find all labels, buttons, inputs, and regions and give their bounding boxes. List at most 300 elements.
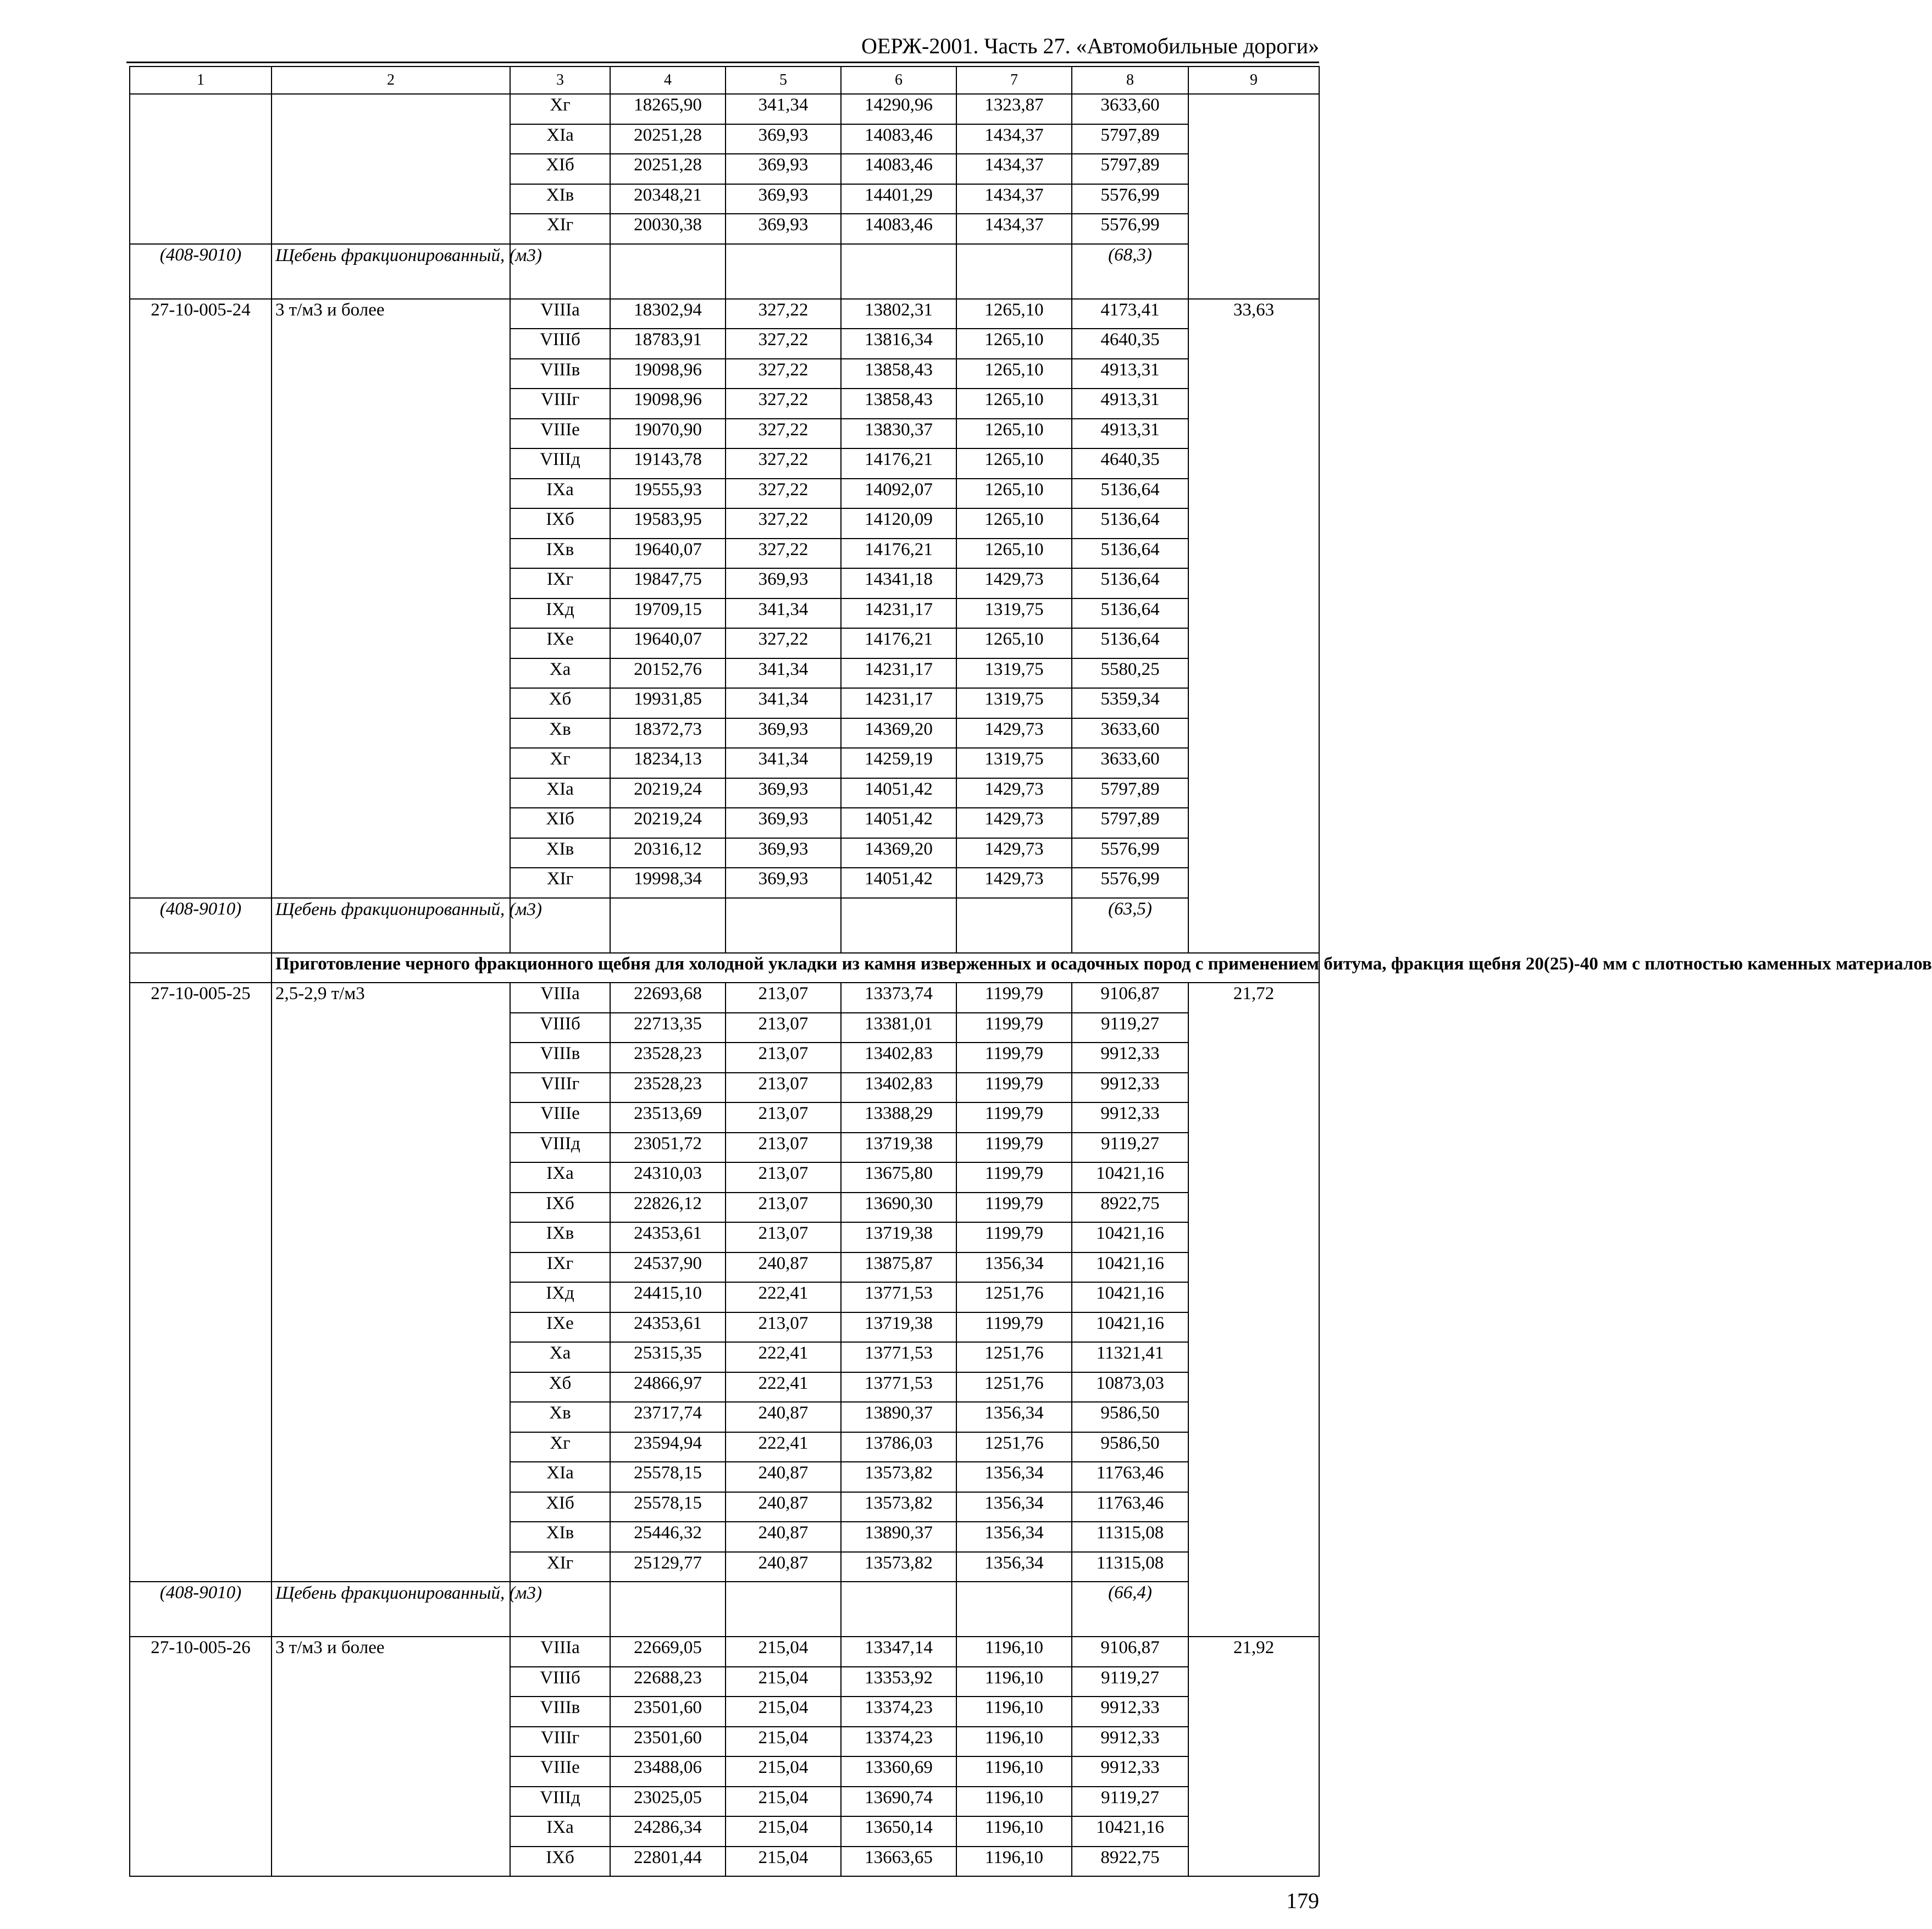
value-cell: 1196,10 xyxy=(956,1847,1072,1877)
value-cell: 5136,64 xyxy=(1072,479,1188,509)
value-cell: 1429,73 xyxy=(956,838,1072,868)
material-qty-cell xyxy=(1072,1582,1188,1637)
value-cell: 1265,10 xyxy=(956,508,1072,539)
value-cell: 9586,50 xyxy=(1072,1402,1188,1432)
value-cell: 1265,10 xyxy=(956,448,1072,479)
zone-cell: IXб xyxy=(510,508,610,539)
value-cell: 18265,90 xyxy=(610,94,726,124)
value-cell: 1196,10 xyxy=(956,1756,1072,1787)
value-cell: 1319,75 xyxy=(956,598,1072,629)
value-cell: 222,41 xyxy=(726,1372,841,1403)
value-cell: 327,22 xyxy=(726,628,841,658)
value-cell: 10421,16 xyxy=(1072,1816,1188,1847)
value-cell: 23488,06 xyxy=(610,1756,726,1787)
material-name: Щебень фракционированный, (м3) xyxy=(275,1583,542,1603)
value-cell: 1199,79 xyxy=(956,1222,1072,1252)
material-row xyxy=(130,1582,1319,1637)
value-cell: 13690,74 xyxy=(841,1787,956,1817)
value-cell: 215,04 xyxy=(726,1787,841,1817)
value-cell: 1429,73 xyxy=(956,808,1072,838)
value-cell: 1323,87 xyxy=(956,94,1072,124)
zone-cell: Xв xyxy=(510,718,610,749)
value-cell: 1265,10 xyxy=(956,299,1072,329)
value-cell: 19709,15 xyxy=(610,598,726,629)
value-cell: 24310,03 xyxy=(610,1162,726,1193)
value-cell: 19931,85 xyxy=(610,688,726,718)
value-cell: 20316,12 xyxy=(610,838,726,868)
value-cell: 11763,46 xyxy=(1072,1492,1188,1522)
value-cell: 369,93 xyxy=(726,214,841,244)
col9-cell: 33,63 xyxy=(1188,299,1319,953)
value-cell: 1199,79 xyxy=(956,983,1072,1013)
material-name-cell xyxy=(272,1582,542,1637)
value-cell: 8922,75 xyxy=(1072,1193,1188,1223)
material-name-cell xyxy=(272,898,542,953)
value-cell: 20348,21 xyxy=(610,184,726,214)
value-cell: 1319,75 xyxy=(956,748,1072,778)
value-cell: 1265,10 xyxy=(956,479,1072,509)
zone-cell: XIа xyxy=(510,1462,610,1492)
value-cell: 24415,10 xyxy=(610,1282,726,1312)
value-cell: 13573,82 xyxy=(841,1492,956,1522)
value-cell: 1251,76 xyxy=(956,1432,1072,1462)
column-number: 9 xyxy=(1188,66,1319,94)
value-cell: 14231,17 xyxy=(841,688,956,718)
value-cell: 13374,23 xyxy=(841,1727,956,1757)
value-cell: 8922,75 xyxy=(1072,1847,1188,1877)
material-qty-cell xyxy=(1072,898,1188,953)
value-cell: 1196,10 xyxy=(956,1727,1072,1757)
value-cell: 1199,79 xyxy=(956,1013,1072,1043)
value-cell: 20219,24 xyxy=(610,808,726,838)
zone-cell: IXе xyxy=(510,628,610,658)
value-cell: 23717,74 xyxy=(610,1402,726,1432)
value-cell: 14290,96 xyxy=(841,94,956,124)
value-cell: 1356,34 xyxy=(956,1462,1072,1492)
value-cell: 18783,91 xyxy=(610,329,726,359)
value-cell: 14051,42 xyxy=(841,778,956,808)
material-code: (408-9010) xyxy=(159,1583,242,1603)
value-cell: 14083,46 xyxy=(841,154,956,184)
value-cell: 9119,27 xyxy=(1072,1667,1188,1697)
table-row xyxy=(130,94,1319,124)
zone-cell: XIг xyxy=(510,1552,610,1582)
zone-cell: IXв xyxy=(510,1222,610,1252)
value-cell: 19070,90 xyxy=(610,419,726,449)
zone-cell: IXв xyxy=(510,539,610,569)
value-cell: 14259,19 xyxy=(841,748,956,778)
value-cell: 369,93 xyxy=(726,124,841,154)
value-cell: 3633,60 xyxy=(1072,718,1188,749)
value-cell: 23501,60 xyxy=(610,1727,726,1757)
value-cell: 20152,76 xyxy=(610,658,726,689)
value-cell: 369,93 xyxy=(726,718,841,749)
value-cell: 1199,79 xyxy=(956,1073,1072,1103)
zone-cell: IXг xyxy=(510,568,610,598)
zone-cell: IXе xyxy=(510,1312,610,1343)
value-cell: 5576,99 xyxy=(1072,868,1188,898)
column-number-row xyxy=(130,66,1319,94)
value-cell: 9912,33 xyxy=(1072,1102,1188,1133)
value-cell: 341,34 xyxy=(726,94,841,124)
empty-cell xyxy=(130,953,272,983)
zone-cell: VIIIг xyxy=(510,1727,610,1757)
value-cell: 14120,09 xyxy=(841,508,956,539)
value-cell: 1199,79 xyxy=(956,1193,1072,1223)
empty-cell xyxy=(956,898,1072,953)
value-cell: 13719,38 xyxy=(841,1222,956,1252)
value-cell: 9119,27 xyxy=(1072,1787,1188,1817)
zone-cell: VIIIв xyxy=(510,1697,610,1727)
zone-cell: VIIIб xyxy=(510,1013,610,1043)
value-cell: 327,22 xyxy=(726,299,841,329)
material-row xyxy=(130,244,1319,299)
value-cell: 9912,33 xyxy=(1072,1697,1188,1727)
value-cell: 213,07 xyxy=(726,983,841,1013)
page-header: ОЕРЖ-2001. Часть 27. «Автомобильные дороги» xyxy=(861,34,1319,58)
value-cell: 4173,41 xyxy=(1072,299,1188,329)
value-cell: 5797,89 xyxy=(1072,154,1188,184)
value-cell: 1434,37 xyxy=(956,184,1072,214)
value-cell: 13719,38 xyxy=(841,1133,956,1163)
value-cell: 13373,74 xyxy=(841,983,956,1013)
column-number: 1 xyxy=(130,66,272,94)
value-cell: 24286,34 xyxy=(610,1816,726,1847)
value-cell: 1265,10 xyxy=(956,359,1072,389)
value-cell: 14176,21 xyxy=(841,539,956,569)
value-cell: 5136,64 xyxy=(1072,539,1188,569)
value-cell: 19555,93 xyxy=(610,479,726,509)
col9-cell: 21,72 xyxy=(1188,983,1319,1637)
value-cell: 327,22 xyxy=(726,419,841,449)
value-cell: 341,34 xyxy=(726,658,841,689)
value-cell: 23528,23 xyxy=(610,1073,726,1103)
value-cell: 25578,15 xyxy=(610,1492,726,1522)
value-cell: 23025,05 xyxy=(610,1787,726,1817)
value-cell: 327,22 xyxy=(726,448,841,479)
value-cell: 1196,10 xyxy=(956,1697,1072,1727)
value-cell: 4913,31 xyxy=(1072,359,1188,389)
zone-cell: XIб xyxy=(510,808,610,838)
value-cell: 19640,07 xyxy=(610,628,726,658)
value-cell: 18302,94 xyxy=(610,299,726,329)
zone-cell: IXб xyxy=(510,1847,610,1877)
zone-cell: IXд xyxy=(510,1282,610,1312)
value-cell: 22688,23 xyxy=(610,1667,726,1697)
material-qty-cell xyxy=(1072,244,1188,299)
value-cell: 19583,95 xyxy=(610,508,726,539)
section-heading-row xyxy=(130,953,1319,983)
value-cell: 1265,10 xyxy=(956,539,1072,569)
value-cell: 3633,60 xyxy=(1072,94,1188,124)
zone-cell: XIб xyxy=(510,154,610,184)
value-cell: 369,93 xyxy=(726,808,841,838)
empty-cell xyxy=(841,244,956,299)
value-cell: 5136,64 xyxy=(1072,568,1188,598)
zone-cell: Xв xyxy=(510,1402,610,1432)
value-cell: 13771,53 xyxy=(841,1372,956,1403)
value-cell: 213,07 xyxy=(726,1133,841,1163)
value-cell: 1356,34 xyxy=(956,1552,1072,1582)
value-cell: 341,34 xyxy=(726,748,841,778)
zone-cell: XIв xyxy=(510,1522,610,1552)
empty-cell xyxy=(726,244,841,299)
value-cell: 213,07 xyxy=(726,1013,841,1043)
value-cell: 4913,31 xyxy=(1072,419,1188,449)
value-cell: 1434,37 xyxy=(956,154,1072,184)
column-number: 2 xyxy=(272,66,510,94)
table-row xyxy=(130,299,1319,329)
value-cell: 1429,73 xyxy=(956,718,1072,749)
zone-cell: VIIIг xyxy=(510,389,610,419)
value-cell: 13374,23 xyxy=(841,1697,956,1727)
value-cell: 14231,17 xyxy=(841,658,956,689)
value-cell: 9119,27 xyxy=(1072,1013,1188,1043)
zone-cell: VIIIе xyxy=(510,419,610,449)
value-cell: 9586,50 xyxy=(1072,1432,1188,1462)
rate-description-cell: 2,5-2,9 т/м3 xyxy=(272,983,510,1582)
value-cell: 13347,14 xyxy=(841,1637,956,1667)
column-number: 8 xyxy=(1072,66,1188,94)
col9-cell: 21,92 xyxy=(1188,1637,1319,1876)
value-cell: 1429,73 xyxy=(956,778,1072,808)
value-cell: 5576,99 xyxy=(1072,838,1188,868)
value-cell: 215,04 xyxy=(726,1697,841,1727)
zone-cell: VIIIа xyxy=(510,1637,610,1667)
value-cell: 25446,32 xyxy=(610,1522,726,1552)
column-number: 5 xyxy=(726,66,841,94)
value-cell: 10421,16 xyxy=(1072,1222,1188,1252)
zone-cell: VIIIа xyxy=(510,299,610,329)
value-cell: 13802,31 xyxy=(841,299,956,329)
value-cell: 1356,34 xyxy=(956,1252,1072,1283)
value-cell: 215,04 xyxy=(726,1667,841,1697)
empty-cell xyxy=(610,244,726,299)
value-cell: 4640,35 xyxy=(1072,448,1188,479)
value-cell: 19098,96 xyxy=(610,359,726,389)
value-cell: 24353,61 xyxy=(610,1222,726,1252)
value-cell: 327,22 xyxy=(726,359,841,389)
value-cell: 14051,42 xyxy=(841,808,956,838)
table-row xyxy=(130,1637,1319,1667)
value-cell: 23528,23 xyxy=(610,1043,726,1073)
value-cell: 213,07 xyxy=(726,1073,841,1103)
value-cell: 20251,28 xyxy=(610,154,726,184)
value-cell: 327,22 xyxy=(726,539,841,569)
value-cell: 1199,79 xyxy=(956,1162,1072,1193)
value-cell: 3633,60 xyxy=(1072,748,1188,778)
value-cell: 13675,80 xyxy=(841,1162,956,1193)
zone-cell: VIIIг xyxy=(510,1073,610,1103)
zone-cell: IXа xyxy=(510,1162,610,1193)
value-cell: 213,07 xyxy=(726,1193,841,1223)
zone-cell: XIг xyxy=(510,868,610,898)
value-cell: 13719,38 xyxy=(841,1312,956,1343)
value-cell: 215,04 xyxy=(726,1727,841,1757)
material-qty: (68,3) xyxy=(1108,245,1152,265)
empty-cell xyxy=(610,898,726,953)
value-cell: 14231,17 xyxy=(841,598,956,629)
value-cell: 20030,38 xyxy=(610,214,726,244)
value-cell: 14369,20 xyxy=(841,838,956,868)
value-cell: 14083,46 xyxy=(841,124,956,154)
value-cell: 1356,34 xyxy=(956,1402,1072,1432)
value-cell: 14369,20 xyxy=(841,718,956,749)
value-cell: 13650,14 xyxy=(841,1816,956,1847)
value-cell: 1265,10 xyxy=(956,419,1072,449)
zone-cell: IXд xyxy=(510,598,610,629)
value-cell: 5580,25 xyxy=(1072,658,1188,689)
value-cell: 213,07 xyxy=(726,1102,841,1133)
value-cell: 10873,03 xyxy=(1072,1372,1188,1403)
zone-cell: VIIIд xyxy=(510,1133,610,1163)
value-cell: 1434,37 xyxy=(956,124,1072,154)
value-cell: 222,41 xyxy=(726,1432,841,1462)
zone-cell: Xа xyxy=(510,658,610,689)
value-cell: 5576,99 xyxy=(1072,214,1188,244)
value-cell: 13663,65 xyxy=(841,1847,956,1877)
value-cell: 13388,29 xyxy=(841,1102,956,1133)
zone-cell: VIIIа xyxy=(510,983,610,1013)
value-cell: 19998,34 xyxy=(610,868,726,898)
value-cell: 5136,64 xyxy=(1072,508,1188,539)
value-cell: 1265,10 xyxy=(956,628,1072,658)
value-cell: 23513,69 xyxy=(610,1102,726,1133)
empty-cell xyxy=(726,1582,841,1637)
value-cell: 213,07 xyxy=(726,1222,841,1252)
value-cell: 215,04 xyxy=(726,1816,841,1847)
empty-cell xyxy=(841,1582,956,1637)
value-cell: 13875,87 xyxy=(841,1252,956,1283)
value-cell: 1196,10 xyxy=(956,1667,1072,1697)
zone-cell: VIIIб xyxy=(510,329,610,359)
value-cell: 1196,10 xyxy=(956,1637,1072,1667)
value-cell: 1199,79 xyxy=(956,1043,1072,1073)
value-cell: 5797,89 xyxy=(1072,124,1188,154)
value-cell: 22826,12 xyxy=(610,1193,726,1223)
value-cell: 1196,10 xyxy=(956,1787,1072,1817)
value-cell: 1434,37 xyxy=(956,214,1072,244)
value-cell: 13890,37 xyxy=(841,1402,956,1432)
zone-cell: XIв xyxy=(510,838,610,868)
col9-cell xyxy=(1188,94,1319,299)
value-cell: 18372,73 xyxy=(610,718,726,749)
value-cell: 1319,75 xyxy=(956,688,1072,718)
empty-cell xyxy=(841,898,956,953)
value-cell: 13573,82 xyxy=(841,1552,956,1582)
material-qty: (66,4) xyxy=(1108,1583,1152,1603)
column-number: 3 xyxy=(510,66,610,94)
value-cell: 1199,79 xyxy=(956,1102,1072,1133)
value-cell: 25578,15 xyxy=(610,1462,726,1492)
value-cell: 222,41 xyxy=(726,1282,841,1312)
value-cell: 213,07 xyxy=(726,1162,841,1193)
value-cell: 13771,53 xyxy=(841,1282,956,1312)
rates-table xyxy=(129,66,1932,1877)
material-row xyxy=(130,898,1319,953)
value-cell: 1196,10 xyxy=(956,1816,1072,1847)
value-cell: 23594,94 xyxy=(610,1432,726,1462)
zone-cell: Xг xyxy=(510,94,610,124)
value-cell: 22713,35 xyxy=(610,1013,726,1043)
empty-cell xyxy=(956,244,1072,299)
value-cell: 1429,73 xyxy=(956,568,1072,598)
value-cell: 14051,42 xyxy=(841,868,956,898)
value-cell: 10421,16 xyxy=(1072,1162,1188,1193)
rate-code-cell xyxy=(130,94,272,244)
zone-cell: Xа xyxy=(510,1342,610,1372)
value-cell: 19640,07 xyxy=(610,539,726,569)
table-row xyxy=(130,983,1319,1013)
value-cell: 9106,87 xyxy=(1072,1637,1188,1667)
value-cell: 11315,08 xyxy=(1072,1522,1188,1552)
value-cell: 327,22 xyxy=(726,479,841,509)
material-name-cell xyxy=(272,244,542,299)
header-rule xyxy=(126,62,1319,63)
zone-cell: Xб xyxy=(510,688,610,718)
zone-cell: VIIIб xyxy=(510,1667,610,1697)
value-cell: 18234,13 xyxy=(610,748,726,778)
material-code-cell xyxy=(130,1582,272,1637)
zone-cell: XIа xyxy=(510,778,610,808)
value-cell: 240,87 xyxy=(726,1552,841,1582)
value-cell: 13858,43 xyxy=(841,389,956,419)
value-cell: 215,04 xyxy=(726,1847,841,1877)
zone-cell: IXб xyxy=(510,1193,610,1223)
value-cell: 24353,61 xyxy=(610,1312,726,1343)
value-cell: 215,04 xyxy=(726,1637,841,1667)
value-cell: 215,04 xyxy=(726,1756,841,1787)
value-cell: 5576,99 xyxy=(1072,184,1188,214)
value-cell: 5797,89 xyxy=(1072,778,1188,808)
value-cell: 1429,73 xyxy=(956,868,1072,898)
zone-cell: IXг xyxy=(510,1252,610,1283)
zone-cell: VIIIе xyxy=(510,1102,610,1133)
rates-table-body xyxy=(130,66,1932,1876)
zone-cell: VIIIв xyxy=(510,1043,610,1073)
zone-cell: IXа xyxy=(510,1816,610,1847)
value-cell: 213,07 xyxy=(726,1043,841,1073)
value-cell: 14092,07 xyxy=(841,479,956,509)
rate-code-cell: 27-10-005-25 xyxy=(130,983,272,1582)
value-cell: 341,34 xyxy=(726,688,841,718)
column-number: 4 xyxy=(610,66,726,94)
zone-cell: VIIIд xyxy=(510,1787,610,1817)
value-cell: 14401,29 xyxy=(841,184,956,214)
zone-cell: VIIIд xyxy=(510,448,610,479)
value-cell: 13360,69 xyxy=(841,1756,956,1787)
value-cell: 5136,64 xyxy=(1072,628,1188,658)
value-cell: 327,22 xyxy=(726,508,841,539)
value-cell: 327,22 xyxy=(726,389,841,419)
zone-cell: VIIIе xyxy=(510,1756,610,1787)
value-cell: 14083,46 xyxy=(841,214,956,244)
value-cell: 240,87 xyxy=(726,1462,841,1492)
material-qty: (63,5) xyxy=(1108,899,1152,919)
value-cell: 13381,01 xyxy=(841,1013,956,1043)
value-cell: 22693,68 xyxy=(610,983,726,1013)
value-cell: 14341,18 xyxy=(841,568,956,598)
value-cell: 19847,75 xyxy=(610,568,726,598)
value-cell: 10421,16 xyxy=(1072,1252,1188,1283)
zone-cell: IXа xyxy=(510,479,610,509)
value-cell: 369,93 xyxy=(726,184,841,214)
zone-cell: VIIIв xyxy=(510,359,610,389)
value-cell: 13402,83 xyxy=(841,1043,956,1073)
page-number: 179 xyxy=(1286,1888,1319,1913)
zone-cell: XIа xyxy=(510,124,610,154)
value-cell: 10421,16 xyxy=(1072,1312,1188,1343)
